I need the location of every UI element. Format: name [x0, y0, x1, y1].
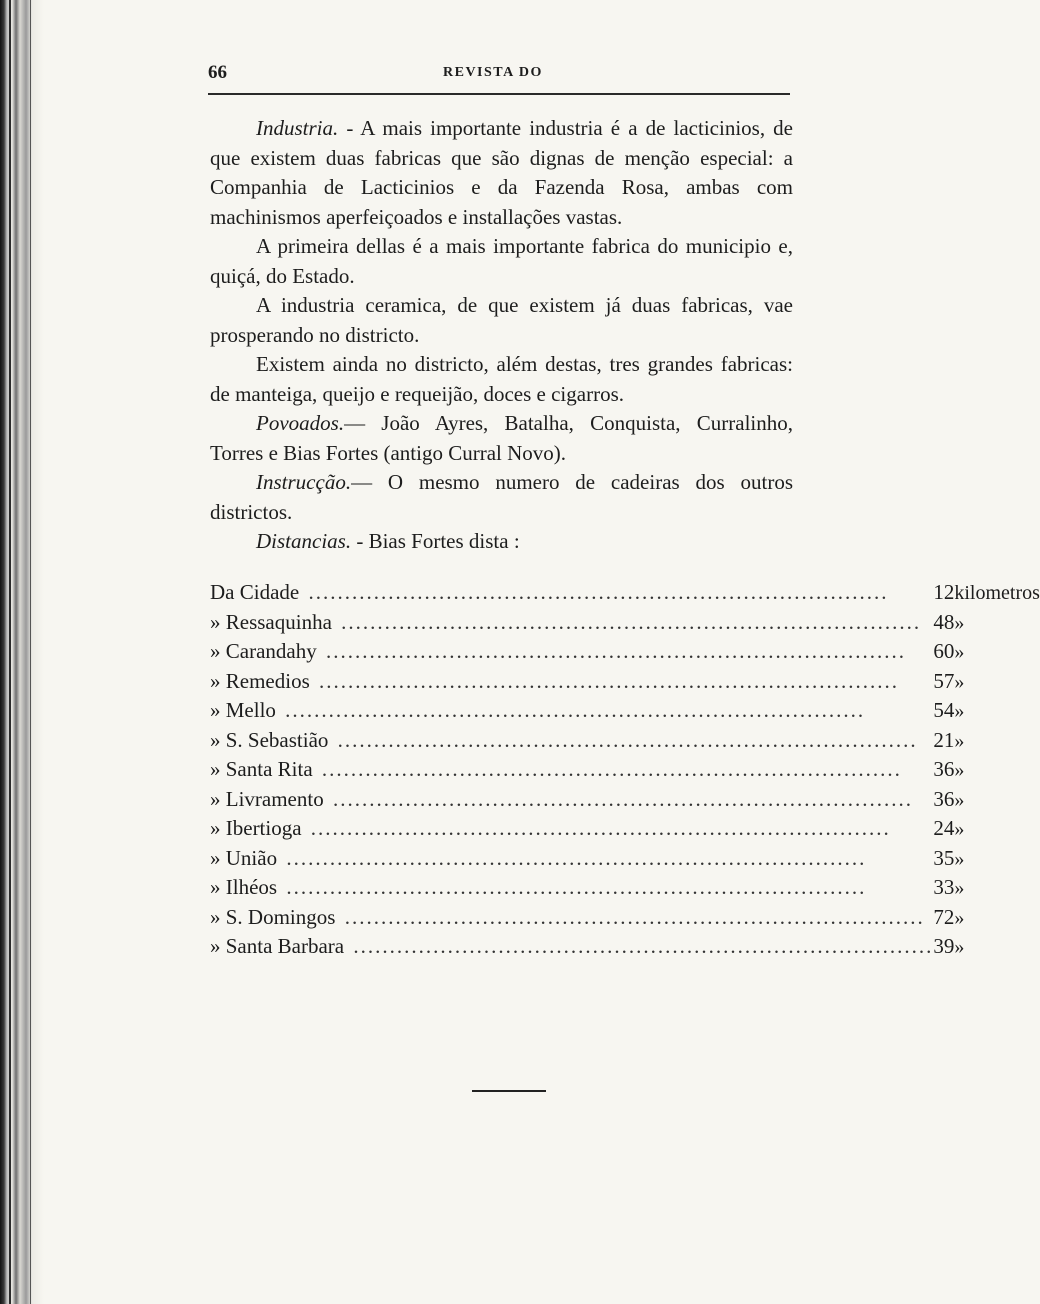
dot-leader: ................................................................................ — [332, 786, 913, 811]
dot-leader: ................................................................................ — [310, 816, 891, 840]
distance-row — [210, 905, 1040, 935]
paragraph-text: — O mesmo numero de cadeiras dos outros districtos. — [210, 470, 793, 524]
distance-row — [210, 698, 1040, 728]
distance-km: 36 — [933, 757, 955, 781]
destination-name: » Ilhéos — [210, 875, 286, 899]
dot-leader: ................................................................................ — [321, 757, 902, 781]
distance-km: 54 — [933, 698, 955, 722]
destination-name: » Santa Rita — [210, 757, 322, 781]
destination-cell — [210, 846, 933, 876]
dot-leader: ................................................................................ — [286, 845, 867, 870]
distance-row — [210, 787, 1040, 817]
distance-km: 39 — [933, 934, 955, 958]
ditto-mark: » — [954, 818, 965, 840]
ditto-mark: » — [954, 847, 965, 870]
paragraph-text: A industria ceramica, de que existem já duas fabricas, vae prosperando no districto. — [210, 293, 793, 347]
destination-name: » S. Domingos — [210, 905, 345, 929]
destination-name: Da Cidade — [210, 580, 308, 604]
running-title: REVISTA DO — [443, 65, 543, 80]
destination-name: » Livramento — [210, 787, 333, 811]
distance-row — [210, 639, 1040, 669]
dot-leader: ................................................................................ — [353, 934, 934, 958]
dot-leader: ................................................................................ — [341, 609, 922, 634]
ditto-mark: » — [954, 700, 965, 722]
destination-name: » União — [210, 846, 286, 870]
distance-row — [210, 875, 1040, 905]
distance-km: 48 — [933, 609, 955, 634]
page-number: 66 — [208, 62, 227, 83]
dot-leader: ................................................................................ — [308, 580, 889, 604]
dot-leader: ................................................................................ — [337, 727, 918, 752]
paragraph-instruccao — [210, 468, 793, 527]
destination-name: » Ressaquinha — [210, 610, 341, 634]
paragraph-povoados — [210, 409, 793, 468]
destination-cell — [210, 580, 933, 610]
distance-km: 35 — [933, 845, 955, 870]
section-lead: Instrucção. — [256, 470, 352, 494]
ditto-mark: » — [954, 759, 965, 781]
destination-cell — [210, 698, 933, 728]
destination-name: » Santa Barbara — [210, 934, 353, 958]
destination-cell — [210, 875, 933, 905]
paragraph-text: A primeira dellas é a mais importante fabrica do municipio e, quiçá, do Estado. — [210, 234, 793, 288]
ditto-mark: » — [954, 936, 965, 958]
destination-cell — [210, 787, 933, 817]
distance-km: 57 — [933, 668, 955, 693]
distance-row — [210, 669, 1040, 699]
paragraph-text: — João Ayres, Batalha, Conquista, Curralinho, Torres e Bias Fortes (antigo Curral Novo). — [210, 411, 793, 465]
distance-km: 60 — [933, 639, 955, 663]
ditto-mark: » — [954, 729, 965, 752]
distance-km: 21 — [933, 727, 955, 752]
distance-row — [210, 846, 1040, 876]
header-rule — [208, 93, 790, 95]
distance-row — [210, 757, 1040, 787]
section-lead: Povoados. — [256, 411, 345, 435]
dot-leader: ................................................................................ — [285, 698, 866, 722]
paragraph-fabricas — [210, 350, 793, 409]
article-body — [210, 114, 793, 557]
distance-km: 24 — [933, 816, 955, 840]
ditto-mark: » — [954, 611, 965, 634]
destination-cell — [210, 610, 933, 640]
distance-row — [210, 728, 1040, 758]
destination-cell — [210, 934, 933, 964]
dot-leader: ................................................................................ — [344, 904, 925, 929]
ditto-mark: » — [954, 641, 965, 663]
destination-cell — [210, 816, 933, 846]
distance-row — [210, 816, 1040, 846]
distances-table — [210, 580, 1040, 964]
paragraph-industria — [210, 114, 793, 232]
paragraph-text: Existem ainda no districto, além destas, tres grandes fabricas: de manteiga, queijo e requeijão, doces e cigarros. — [210, 352, 793, 406]
destination-cell — [210, 728, 933, 758]
gutter-shadow-line — [30, 0, 31, 1304]
ditto-mark: » — [954, 788, 965, 811]
section-lead: Industria. — [256, 116, 339, 140]
distances-intro — [210, 527, 793, 557]
distance-km: 36 — [933, 786, 955, 811]
destination-cell — [210, 757, 933, 787]
destination-cell — [210, 669, 933, 699]
paragraph-ceramica — [210, 291, 793, 350]
distance-row — [210, 610, 1040, 640]
distance-km: 72 — [933, 904, 955, 929]
ditto-mark: » — [954, 906, 965, 929]
section-lead: Distancias. — [256, 529, 352, 553]
binding-gutter — [0, 0, 44, 1304]
paragraph-primeira — [210, 232, 793, 291]
end-rule — [472, 1090, 546, 1092]
distance-km: 12 — [933, 580, 955, 604]
page-header — [208, 62, 788, 88]
ditto-mark: » — [954, 877, 965, 899]
destination-cell — [210, 905, 933, 935]
dot-leader: ................................................................................ — [286, 875, 867, 899]
paragraph-text: - A mais importante industria é a de lacticinios, de que existem duas fabricas que são dignas de menção especial: a Companhia de Lacticinios e da Fazenda Rosa, ambas com machinismos aperfeiçoados e installações vastas. — [210, 116, 793, 229]
distance-km: 33 — [933, 875, 955, 899]
dot-leader: ................................................................................ — [325, 639, 906, 663]
distances-intro-text: - Bias Fortes dista : — [351, 529, 520, 553]
distance-row — [210, 934, 1040, 964]
destination-name: » S. Sebastião — [210, 728, 338, 752]
destination-name: » Remedios — [210, 669, 319, 693]
destination-name: » Mello — [210, 698, 285, 722]
destination-name: » Ibertioga — [210, 816, 311, 840]
gutter-shadow-line — [9, 0, 11, 1304]
dot-leader: ................................................................................ — [319, 668, 899, 693]
destination-name: » Carandahy — [210, 639, 326, 663]
destination-cell — [210, 639, 933, 669]
ditto-mark: » — [954, 670, 965, 693]
distance-row — [210, 580, 1040, 610]
unit-label: kilometros — [954, 582, 1040, 604]
